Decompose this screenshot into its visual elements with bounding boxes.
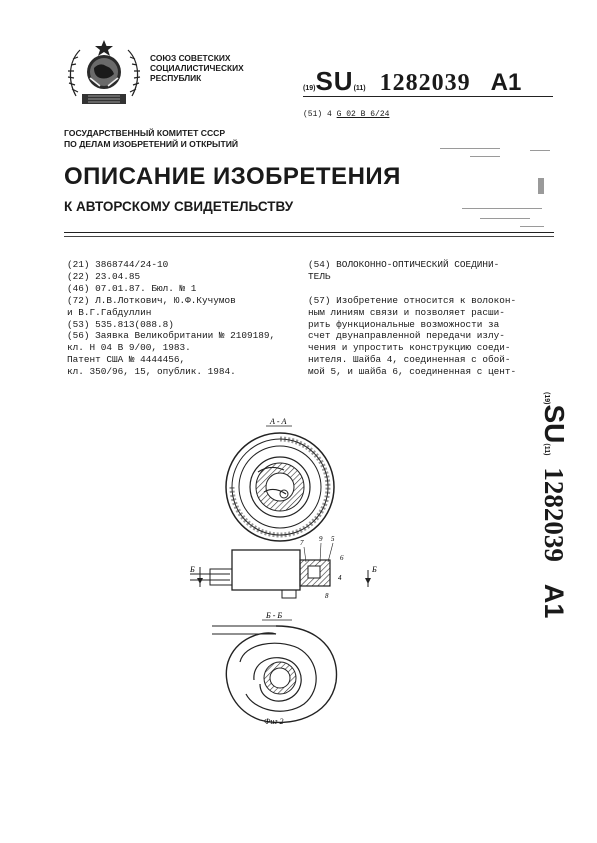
cut-label-left: Б (190, 565, 195, 574)
section-label-a (266, 417, 292, 426)
ipc-code: G 02 B 6/24 (336, 110, 390, 119)
top-ring-section (226, 433, 334, 541)
svg-text:Б - Б: Б - Б (266, 611, 283, 620)
connector-body (189, 535, 377, 600)
part-label: 9 (319, 535, 323, 543)
side-inid-19: (19) (543, 392, 550, 405)
biblio-line: (53) 535.813(088.8) (67, 318, 174, 330)
biblio-line: кл. Н 04 В 9/00, 1983. (67, 342, 191, 354)
patent-number: 1282039 (379, 70, 471, 96)
side-document-kind: A1 (539, 583, 569, 619)
abstract-line: счет двунаправленной передачи излу- (308, 330, 505, 342)
biblio-line: (46) 07.01.87. Бюл. № 1 (67, 282, 197, 294)
part-label: 8 (325, 592, 329, 600)
inid-11: (11) (353, 85, 366, 92)
committee-line: ПО ДЕЛАМ ИЗОБРЕТЕНИЙ И ОТКРЫТИЙ (64, 139, 239, 149)
biblio-line: (21) 3868744/24-10 (67, 259, 169, 270)
committee-line: ГОСУДАРСТВЕННЫЙ КОМИТЕТ СССР (64, 128, 226, 138)
biblio-line: Патент США № 4444456, (67, 354, 186, 366)
abstract-line: рить функциональные возможности за (308, 318, 500, 330)
country-code: SU (315, 66, 354, 96)
biblio-line: (72) Л.В.Лоткович, Ю.Ф.Кучумов (67, 294, 236, 306)
part-label: 4 (338, 574, 342, 582)
svg-text:А - А: А - А (270, 417, 287, 426)
state-line: СОЦИАЛИСТИЧЕСКИХ (150, 63, 244, 73)
biblio-line: (56) Заявка Великобритании № 2109189, (67, 330, 276, 342)
side-inid-11: (11) (543, 443, 550, 456)
abstract-line: чения и упростить конструкцию соеди- (308, 342, 511, 354)
cut-label-right: Б (372, 565, 377, 574)
inid-19: (19) (303, 85, 316, 92)
abstract-line: ным линиям связи и позволяет расши- (308, 306, 505, 318)
section-label-b (262, 611, 292, 620)
abstract-line (308, 283, 558, 295)
abstract (308, 259, 558, 378)
abstract-line: (57) Изобретение относится к волокон- (308, 294, 517, 306)
side-patent-number: 1282039 (539, 467, 569, 562)
biblio-line: и В.Г.Габдуллин (67, 306, 152, 318)
side-country: SU (539, 404, 570, 444)
document-kind: A1 (490, 69, 522, 96)
side-publication-number (530, 392, 570, 692)
abstract-line: ТЕЛЬ (308, 270, 331, 282)
state-line: СОЮЗ СОВЕТСКИХ (150, 53, 231, 63)
part-label: 6 (340, 554, 344, 562)
bibliographic-data (67, 259, 297, 378)
abstract-line: нителя. Шайба 4, соединенная с обой- (308, 354, 511, 366)
part-label: 5 (331, 535, 335, 543)
document-subtitle: К АВТОРСКОМУ СВИДЕТЕЛЬСТВУ (64, 199, 294, 214)
biblio-line: кл. 350/96, 15, опублик. 1984. (67, 366, 236, 378)
abstract-line: мой 5, и шайба 6, соединенная с цент- (308, 366, 517, 378)
bottom-ring-section (212, 626, 337, 722)
technical-drawing (180, 412, 380, 732)
state-line: РЕСПУБЛИК (150, 73, 202, 83)
figure-caption: Фиг 2 (264, 717, 284, 726)
part-label: 7 (300, 539, 304, 547)
ipc-tag: (51) 4 (303, 110, 332, 119)
abstract-line: (54) ВОЛОКОННО-ОПТИЧЕСКИЙ СОЕДИНИ- (308, 259, 500, 270)
biblio-line: (22) 23.04.85 (67, 270, 141, 282)
document-title: ОПИСАНИЕ ИЗОБРЕТЕНИЯ (64, 163, 401, 190)
